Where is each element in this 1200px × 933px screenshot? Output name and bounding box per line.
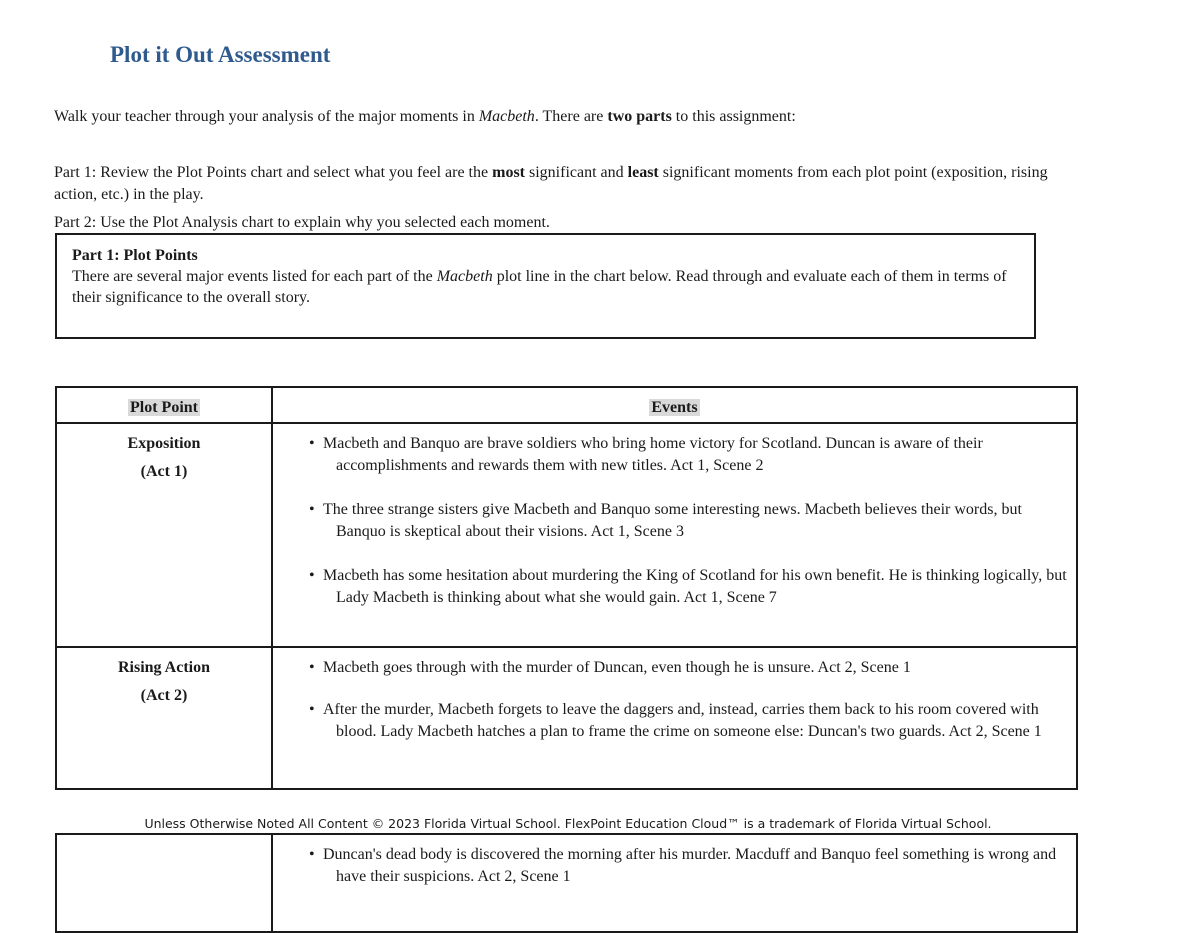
box-text-end: plot line in the chart below. Read through and evaluate each of them in terms of their significance to the overall story. (72, 268, 1007, 306)
intro-text-end: to this assignment: (671, 108, 796, 125)
part1-bold-least: least (627, 164, 659, 181)
part1-text-mid: significant and (525, 164, 628, 181)
part1-bold-most: most (492, 164, 525, 181)
event-item (310, 699, 1068, 743)
part1-instructions (54, 162, 1064, 206)
events-cell (272, 423, 1077, 647)
table-row (56, 834, 1077, 932)
event-text: • Macbeth goes through with the murder of Duncan, even though he is unsure. Act 2, Scene 1 (323, 659, 911, 676)
plot-point-act: (Act 1) (140, 463, 188, 480)
plot-point-name: Exposition (127, 435, 201, 452)
table-header-row (56, 387, 1077, 423)
copyright-footer: Unless Otherwise Noted All Content © 2023 Florida Virtual School. FlexPoint Education Cloud™ is a trademark of Florida Virtual School. (144, 816, 992, 831)
plot-point-act: (Act 2) (140, 687, 188, 704)
plot-points-table (55, 386, 1078, 790)
plot-point-cell-empty (56, 834, 272, 932)
intro-bold: two parts (607, 108, 672, 125)
plot-point-cell (56, 647, 272, 789)
header-events-label: Events (651, 399, 698, 416)
event-item (310, 433, 1068, 477)
event-text: • Macbeth and Banquo are brave soldiers who bring home victory for Scotland. Duncan is aware of their accomplishments and rewards them with new titles. Act 1, Scene 2 (323, 435, 983, 474)
part1-text: Part 1: Review the Plot Points chart and select what you feel are the (54, 164, 493, 181)
part2-instructions: Part 2: Use the Plot Analysis chart to explain why you selected each moment. (54, 214, 550, 231)
event-item (310, 844, 1068, 888)
box-italic-title: Macbeth (436, 268, 493, 285)
event-text: • Duncan's dead body is discovered the morning after his murder. Macduff and Banquo feel something is wrong and have their suspicions. Act 2, Scene 1 (323, 846, 1057, 885)
intro-paragraph (54, 106, 1064, 128)
header-plot-point-label: Plot Point (130, 399, 198, 416)
event-item (310, 565, 1068, 609)
events-cell (272, 834, 1077, 932)
plot-points-table-continued (55, 833, 1078, 933)
box-text: There are several major events listed for each part of the (72, 268, 437, 285)
table-row (56, 423, 1077, 647)
page-title: Plot it Out Assessment (110, 42, 331, 67)
part1-text-end: significant moments from each plot point (exposition, rising action, etc.) in the play. (54, 164, 1048, 203)
plot-point-name: Rising Action (117, 659, 210, 676)
event-text: • Macbeth has some hesitation about murdering the King of Scotland for his own benefit. He is thinking logically, but Lady Macbeth is thinking about what she would gain. Act 1, Scene 7 (323, 567, 1067, 606)
event-item (310, 499, 1068, 543)
plot-points-box (55, 233, 1036, 339)
box-heading: Part 1: Plot Points (72, 247, 198, 264)
plot-point-cell (56, 423, 272, 647)
event-text: • The three strange sisters give Macbeth and Banquo some interesting news. Macbeth believes their words, but Banquo is skeptical about their visions. Act 1, Scene 3 (323, 501, 1022, 540)
table-row (56, 647, 1077, 789)
header-events (272, 387, 1077, 423)
intro-italic-title: Macbeth (478, 108, 535, 125)
event-text: • After the murder, Macbeth forgets to leave the daggers and, instead, carries them back to his room covered with blood. Lady Macbeth hatches a plan to frame the crime on someone else: Duncan's two guards. Act 2, Scene 1 (323, 701, 1042, 740)
intro-text-mid: . There are (534, 108, 608, 125)
events-cell (272, 647, 1077, 789)
intro-text: Walk your teacher through your analysis of the major moments in (54, 108, 479, 125)
event-item (310, 657, 1068, 679)
header-plot-point (56, 387, 272, 423)
